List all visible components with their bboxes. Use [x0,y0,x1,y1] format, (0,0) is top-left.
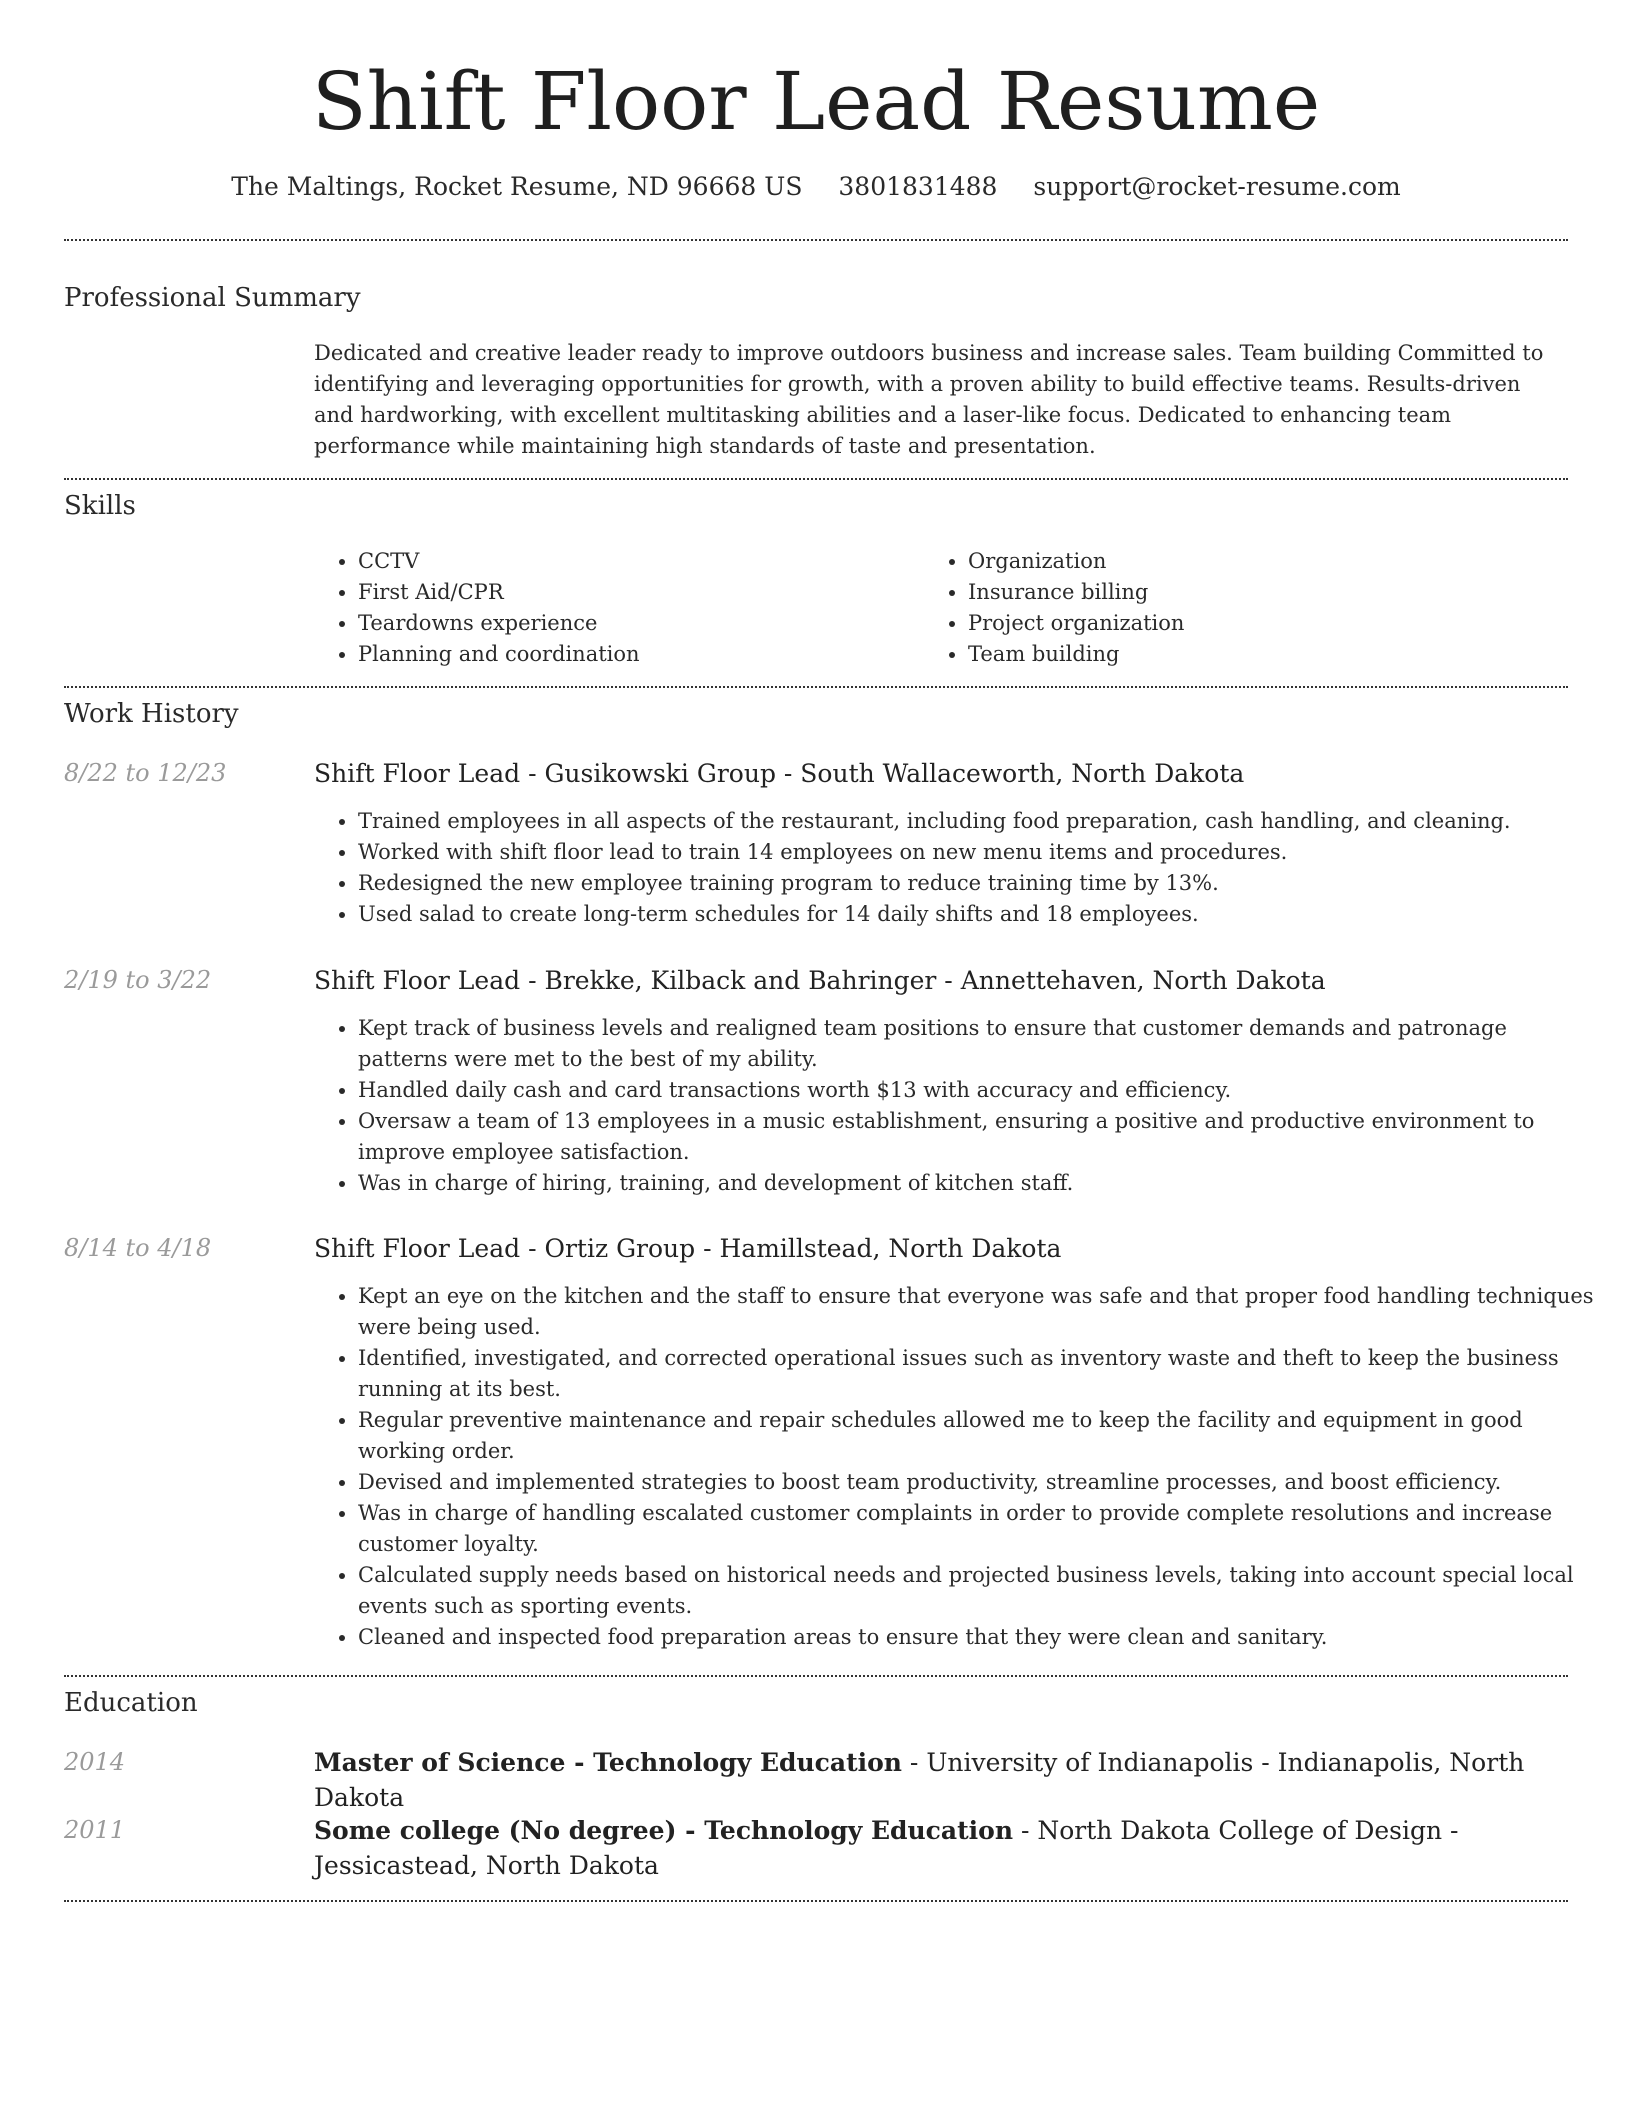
divider [64,686,1568,688]
edu-school: - North Dakota College of Design - Jessicastead, North Dakota [314,1816,1459,1880]
skill-item: • Team building [968,639,1568,670]
skills-list-right [924,546,1568,670]
skill-item: • Planning and coordination [358,639,918,670]
divider [64,1675,1568,1677]
job-bullet: • Handled daily cash and card transactions worth $13 with accuracy and efficiency. [358,1075,1598,1106]
job-bullet: • Trained employees in all aspects of the restaurant, including food preparation, cash handling, and cleaning. [358,806,1598,837]
contact-line [0,170,1632,204]
edu-entry [314,1745,1564,1815]
job-dates: 8/14 to 4/18 [64,1234,212,1262]
edu-entry [314,1813,1564,1883]
job-bullet: • Regular preventive maintenance and repair schedules allowed me to keep the facility and equipment in good working order. [358,1405,1598,1467]
divider [64,1900,1568,1902]
job-bullet: • Worked with shift floor lead to train 14 employees on new menu items and procedures. [358,837,1598,868]
edu-degree: Master of Science - Technology Education [314,1748,902,1777]
job-bullets [314,1013,1598,1199]
edu-school: - University of Indianapolis - Indianapolis, North Dakota [314,1748,1525,1812]
job-title: Shift Floor Lead - Brekke, Kilback and Bahringer - Annettehaven, North Dakota [314,966,1326,995]
contact-phone: 3801831488 [838,172,998,201]
section-title-work: Work History [64,699,239,729]
skill-item: • Teardowns experience [358,608,918,639]
job-dates: 2/19 to 3/22 [64,966,212,994]
job-bullets [314,1281,1598,1653]
skill-item: • CCTV [358,546,918,577]
section-title-summary: Professional Summary [64,283,361,313]
edu-year: 2011 [64,1816,126,1844]
contact-email: support@rocket-resume.com [1033,172,1401,201]
job-bullet: • Devised and implemented strategies to boost team productivity, streamline processes, and boost efficiency. [358,1467,1598,1498]
job-title: Shift Floor Lead - Gusikowski Group - South Wallaceworth, North Dakota [314,759,1245,788]
divider [64,478,1568,480]
job-bullet: • Used salad to create long-term schedules for 14 daily shifts and 18 employees. [358,899,1598,930]
skill-item: • Organization [968,546,1568,577]
job-bullet: • Calculated supply needs based on historical needs and projected business levels, taking into account special local events such as sporting events. [358,1560,1598,1622]
edu-year: 2014 [64,1748,126,1776]
job-bullet: • Identified, investigated, and corrected operational issues such as inventory waste and theft to keep the business running at its best. [358,1343,1598,1405]
job-bullet: • Kept an eye on the kitchen and the staff to ensure that everyone was safe and that proper food handling techniques were being used. [358,1281,1598,1343]
contact-address: The Maltings, Rocket Resume, ND 96668 US [231,172,803,201]
summary-text: Dedicated and creative leader ready to improve outdoors business and increase sales. Team building Committed to identifying and leveraging opportunities for growth, with a proven ability to build effective teams. Results-driven and hardworking, with excellent multitasking abilities and a laser-like focus. Dedicated to enhancing team performance while maintaining high standards of taste and presentation. [314,341,1544,458]
skill-item: • Insurance billing [968,577,1568,608]
section-title-education: Education [64,1688,198,1718]
job-bullet: • Oversaw a team of 13 employees in a music establishment, ensuring a positive and productive environment to improve employee satisfaction. [358,1106,1598,1168]
section-title-skills: Skills [64,491,136,521]
page-title: Shift Floor Lead Resume [311,55,1321,148]
job-bullet: • Was in charge of handling escalated customer complaints in order to provide complete resolutions and increase customer loyalty. [358,1498,1598,1560]
job-dates: 8/22 to 12/23 [64,759,227,787]
job-bullet: • Redesigned the new employee training program to reduce training time by 13%. [358,868,1598,899]
edu-degree: Some college (No degree) - Technology Education [314,1816,1013,1845]
job-bullets [314,806,1598,930]
skill-item: • Project organization [968,608,1568,639]
job-bullet: • Kept track of business levels and realigned team positions to ensure that customer demands and patronage patterns were met to the best of my ability. [358,1013,1598,1075]
job-bullet: • Was in charge of hiring, training, and development of kitchen staff. [358,1168,1598,1199]
job-title: Shift Floor Lead - Ortiz Group - Hamillstead, North Dakota [314,1234,1062,1263]
skills-list-left [314,546,918,670]
skill-item: • First Aid/CPR [358,577,918,608]
divider [64,239,1568,241]
job-bullet: • Cleaned and inspected food preparation areas to ensure that they were clean and sanitary. [358,1622,1598,1653]
